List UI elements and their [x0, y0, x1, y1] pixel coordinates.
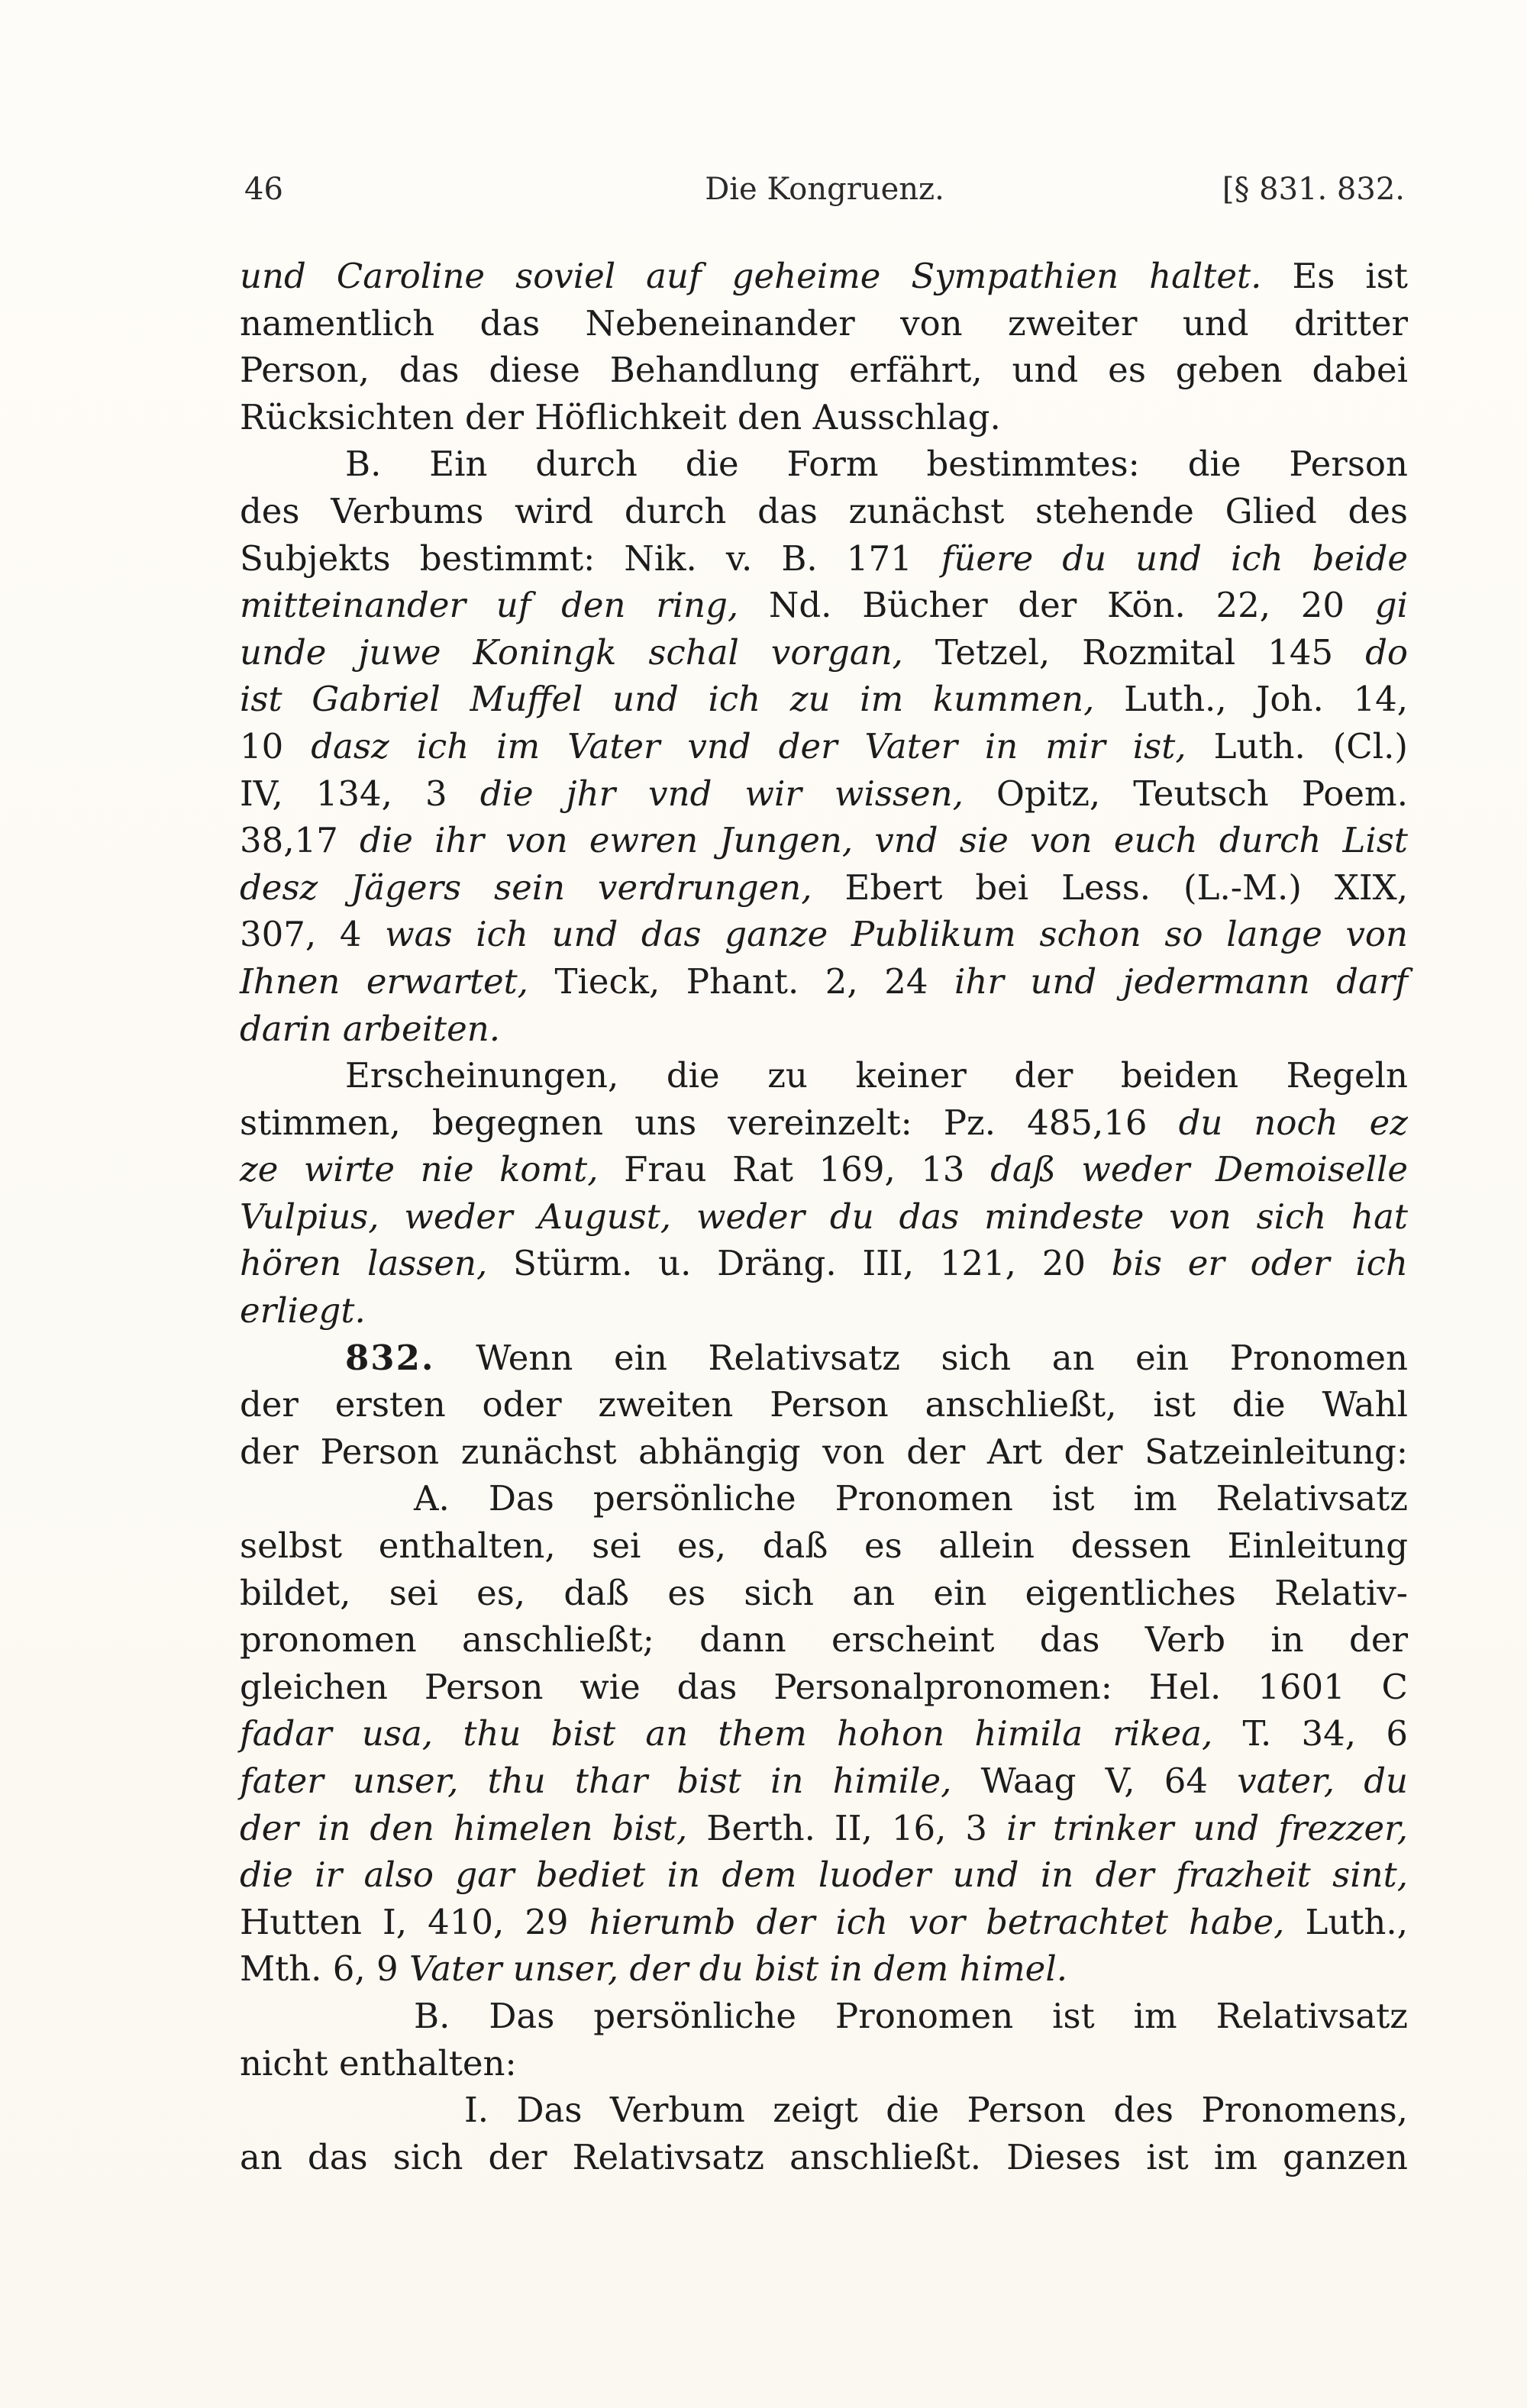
italic-quotation: Vater unser, der du bist in dem himel. [408, 1948, 1068, 1990]
text-line [240, 1240, 1408, 1287]
text-run: Es ist [1261, 256, 1408, 296]
text-line [240, 2087, 1408, 2134]
text-run: Luth., [1284, 1901, 1409, 1942]
italic-quotation: ze wirte nie komt, [240, 1149, 599, 1190]
text-line [240, 1193, 1408, 1241]
text-run: 38,17 [240, 820, 360, 861]
text-run: Luth. (Cl.) [1186, 725, 1408, 767]
text-line [240, 817, 1408, 864]
text-run: nicht enthalten: [240, 2042, 517, 2084]
text-line [240, 864, 1408, 912]
text-run: der Person zunächst abhängig von der Art der Satzeinleitung: [240, 1431, 1408, 1472]
text-run: Nd. Bücher der Kön. 22, 20 [738, 585, 1375, 626]
running-title: Die Kongruenz. [705, 172, 944, 207]
text-line [240, 1710, 1408, 1758]
text-line [240, 441, 1408, 488]
italic-quotation: Vulpius, weder August, weder du das mindeste von sich hat [240, 1196, 1408, 1237]
italic-quotation: was ich und das ganze Publikum schon so lange von [385, 914, 1409, 955]
text-run: Opitz, Teutsch Poem. [963, 773, 1408, 814]
italic-quotation: do [1365, 631, 1408, 673]
italic-quotation: gi [1374, 585, 1408, 626]
text-line [240, 347, 1408, 394]
text-line [240, 1945, 1408, 1993]
text-line [240, 582, 1408, 629]
text-run: Berth. II, 16, 3 [687, 1807, 1007, 1848]
text-run: 10 [240, 725, 312, 767]
text-run: B. Ein durch die Form bestimmtes: die Person [345, 444, 1408, 485]
text-run: Mth. 6, 9 [240, 1948, 409, 1990]
text-line [240, 2040, 1408, 2087]
text-run: Tieck, Phant. 2, 24 [528, 960, 954, 1002]
italic-quotation: Ihnen erwartet, [240, 960, 528, 1002]
text-run: stimmen, begegnen uns vereinzelt: Pz. 485,16 [240, 1102, 1179, 1143]
italic-quotation: die jhr vnd wir wissen, [479, 773, 964, 814]
text-run: selbst enthalten, sei es, daß es allein dessen Einleitung [240, 1525, 1408, 1567]
text-run: Erscheinungen, die zu keiner der beiden Regeln [345, 1055, 1408, 1096]
text-run: gleichen Person wie das Personalpronomen: Hel. 1601 C [240, 1666, 1408, 1707]
text-run: namentlich das Nebeneinander von zweiter und dritter [240, 302, 1408, 344]
text-run: I. Das Verbum zeigt die Person des Pronomens, [464, 2090, 1408, 2131]
text-line [240, 958, 1408, 1005]
text-run: Person, das diese Behandlung erfährt, und es geben dabei [240, 350, 1408, 391]
text-run: Tetzel, Rozmital 145 [902, 631, 1366, 673]
text-line [240, 253, 1408, 300]
text-run: 307, 4 [240, 914, 386, 955]
text-line [240, 1899, 1408, 1946]
italic-quotation: und Caroline soviel auf geheime Sympathien haltet. [240, 256, 1262, 296]
text-line [240, 1052, 1408, 1099]
text-line [240, 535, 1408, 583]
text-run: Luth., Joh. 14, [1094, 679, 1409, 720]
text-line [240, 629, 1408, 676]
text-line [240, 1758, 1408, 1805]
text-line [240, 1146, 1408, 1193]
italic-quotation: ir trinker und frezzer, [1006, 1807, 1408, 1848]
text-run: an das sich der Relativsatz anschließt. Dieses ist im ganzen [240, 2136, 1408, 2177]
italic-quotation: der in den himelen bist, [240, 1807, 688, 1848]
page-number: 46 [244, 172, 283, 207]
text-line [240, 488, 1408, 535]
text-line [240, 911, 1408, 958]
text-run: des Verbums wird durch das zunächst stehende Glied des [240, 490, 1408, 531]
text-run: Stürm. u. Dräng. III, 121, 20 [487, 1243, 1112, 1284]
section-number: 832. [345, 1337, 435, 1378]
text-run: der ersten oder zweiten Person anschließt, ist die Wahl [240, 1384, 1408, 1425]
italic-quotation: bis er oder ich [1111, 1243, 1408, 1284]
text-line [240, 1664, 1408, 1711]
italic-quotation: fadar usa, thu bist an them hohon himila rikea, [240, 1713, 1213, 1754]
text-run: IV, 134, 3 [240, 773, 480, 814]
text-line [240, 1993, 1408, 2040]
italic-quotation: hören lassen, [240, 1243, 488, 1284]
text-run: Rücksichten der Höflichkeit den Ausschlag. [240, 396, 1001, 437]
text-run: bildet, sei es, daß es sich an ein eigentliches Relativ- [240, 1572, 1408, 1613]
italic-quotation: du noch ez [1178, 1102, 1409, 1143]
text-line [240, 1805, 1408, 1852]
text-line [240, 676, 1408, 723]
italic-quotation: ihr und jedermann darf [954, 960, 1408, 1002]
text-run: Wenn ein Relativsatz sich an ein Pronomen [434, 1337, 1408, 1378]
text-line [240, 300, 1408, 347]
text-run: Ebert bei Less. (L.-M.) XIX, [812, 867, 1408, 908]
running-header [244, 166, 1405, 212]
text-run: B. Das persönliche Pronomen ist im Relativsatz [414, 1995, 1408, 2036]
italic-quotation: dasz ich im Vater vnd der Vater in mir ist, [311, 725, 1186, 767]
text-line [240, 1475, 1408, 1522]
italic-quotation: mitteinander uf den ring, [240, 585, 739, 626]
italic-quotation: erliegt. [240, 1290, 366, 1332]
text-line [240, 1005, 1408, 1053]
text-line [240, 2134, 1408, 2181]
text-line [240, 1616, 1408, 1664]
text-run: Hutten I, 410, 29 [240, 1901, 589, 1942]
text-line [240, 394, 1408, 441]
italic-quotation: hierumb der ich vor betrachtet habe, [589, 1901, 1285, 1942]
text-line [240, 1851, 1408, 1899]
text-line [240, 1381, 1408, 1428]
text-line [240, 1099, 1408, 1147]
text-line [240, 1522, 1408, 1570]
text-line [240, 723, 1408, 770]
body-text [240, 253, 1408, 2180]
italic-quotation: fater unser, thu thar bist in himile, [240, 1761, 952, 1801]
text-run: Subjekts bestimmt: Nik. v. B. 171 [240, 537, 941, 579]
italic-quotation: desz Jägers sein verdrungen, [240, 867, 812, 908]
text-line [240, 1428, 1408, 1476]
italic-quotation: unde juwe Koningk schal vorgan, [240, 631, 903, 673]
italic-quotation: daß weder Demoiselle [990, 1149, 1408, 1190]
italic-quotation: die ihr von ewren Jungen, vnd sie von euch durch List [360, 820, 1408, 861]
text-line [240, 1287, 1408, 1335]
italic-quotation: füere du und ich beide [941, 537, 1408, 579]
italic-quotation: die ir also gar bediet in dem luoder und in der frazheit sint, [240, 1854, 1408, 1896]
text-run: Waag V, 64 [951, 1761, 1238, 1801]
italic-quotation: ist Gabriel Muffel und ich zu im kummen, [240, 679, 1095, 720]
italic-quotation: vater, du [1237, 1761, 1409, 1801]
italic-quotation: darin arbeiten. [240, 1008, 500, 1049]
text-run: A. Das persönliche Pronomen ist im Relativsatz [414, 1478, 1408, 1519]
text-run: Frau Rat 169, 13 [598, 1149, 991, 1190]
text-run: pronomen anschließt; dann erscheint das Verb in der [240, 1619, 1408, 1661]
text-line [240, 770, 1408, 818]
section-reference: [§ 831. 832. [1222, 172, 1405, 207]
text-line [240, 1335, 1408, 1382]
text-line [240, 1570, 1408, 1617]
text-run: T. 34, 6 [1212, 1713, 1408, 1754]
